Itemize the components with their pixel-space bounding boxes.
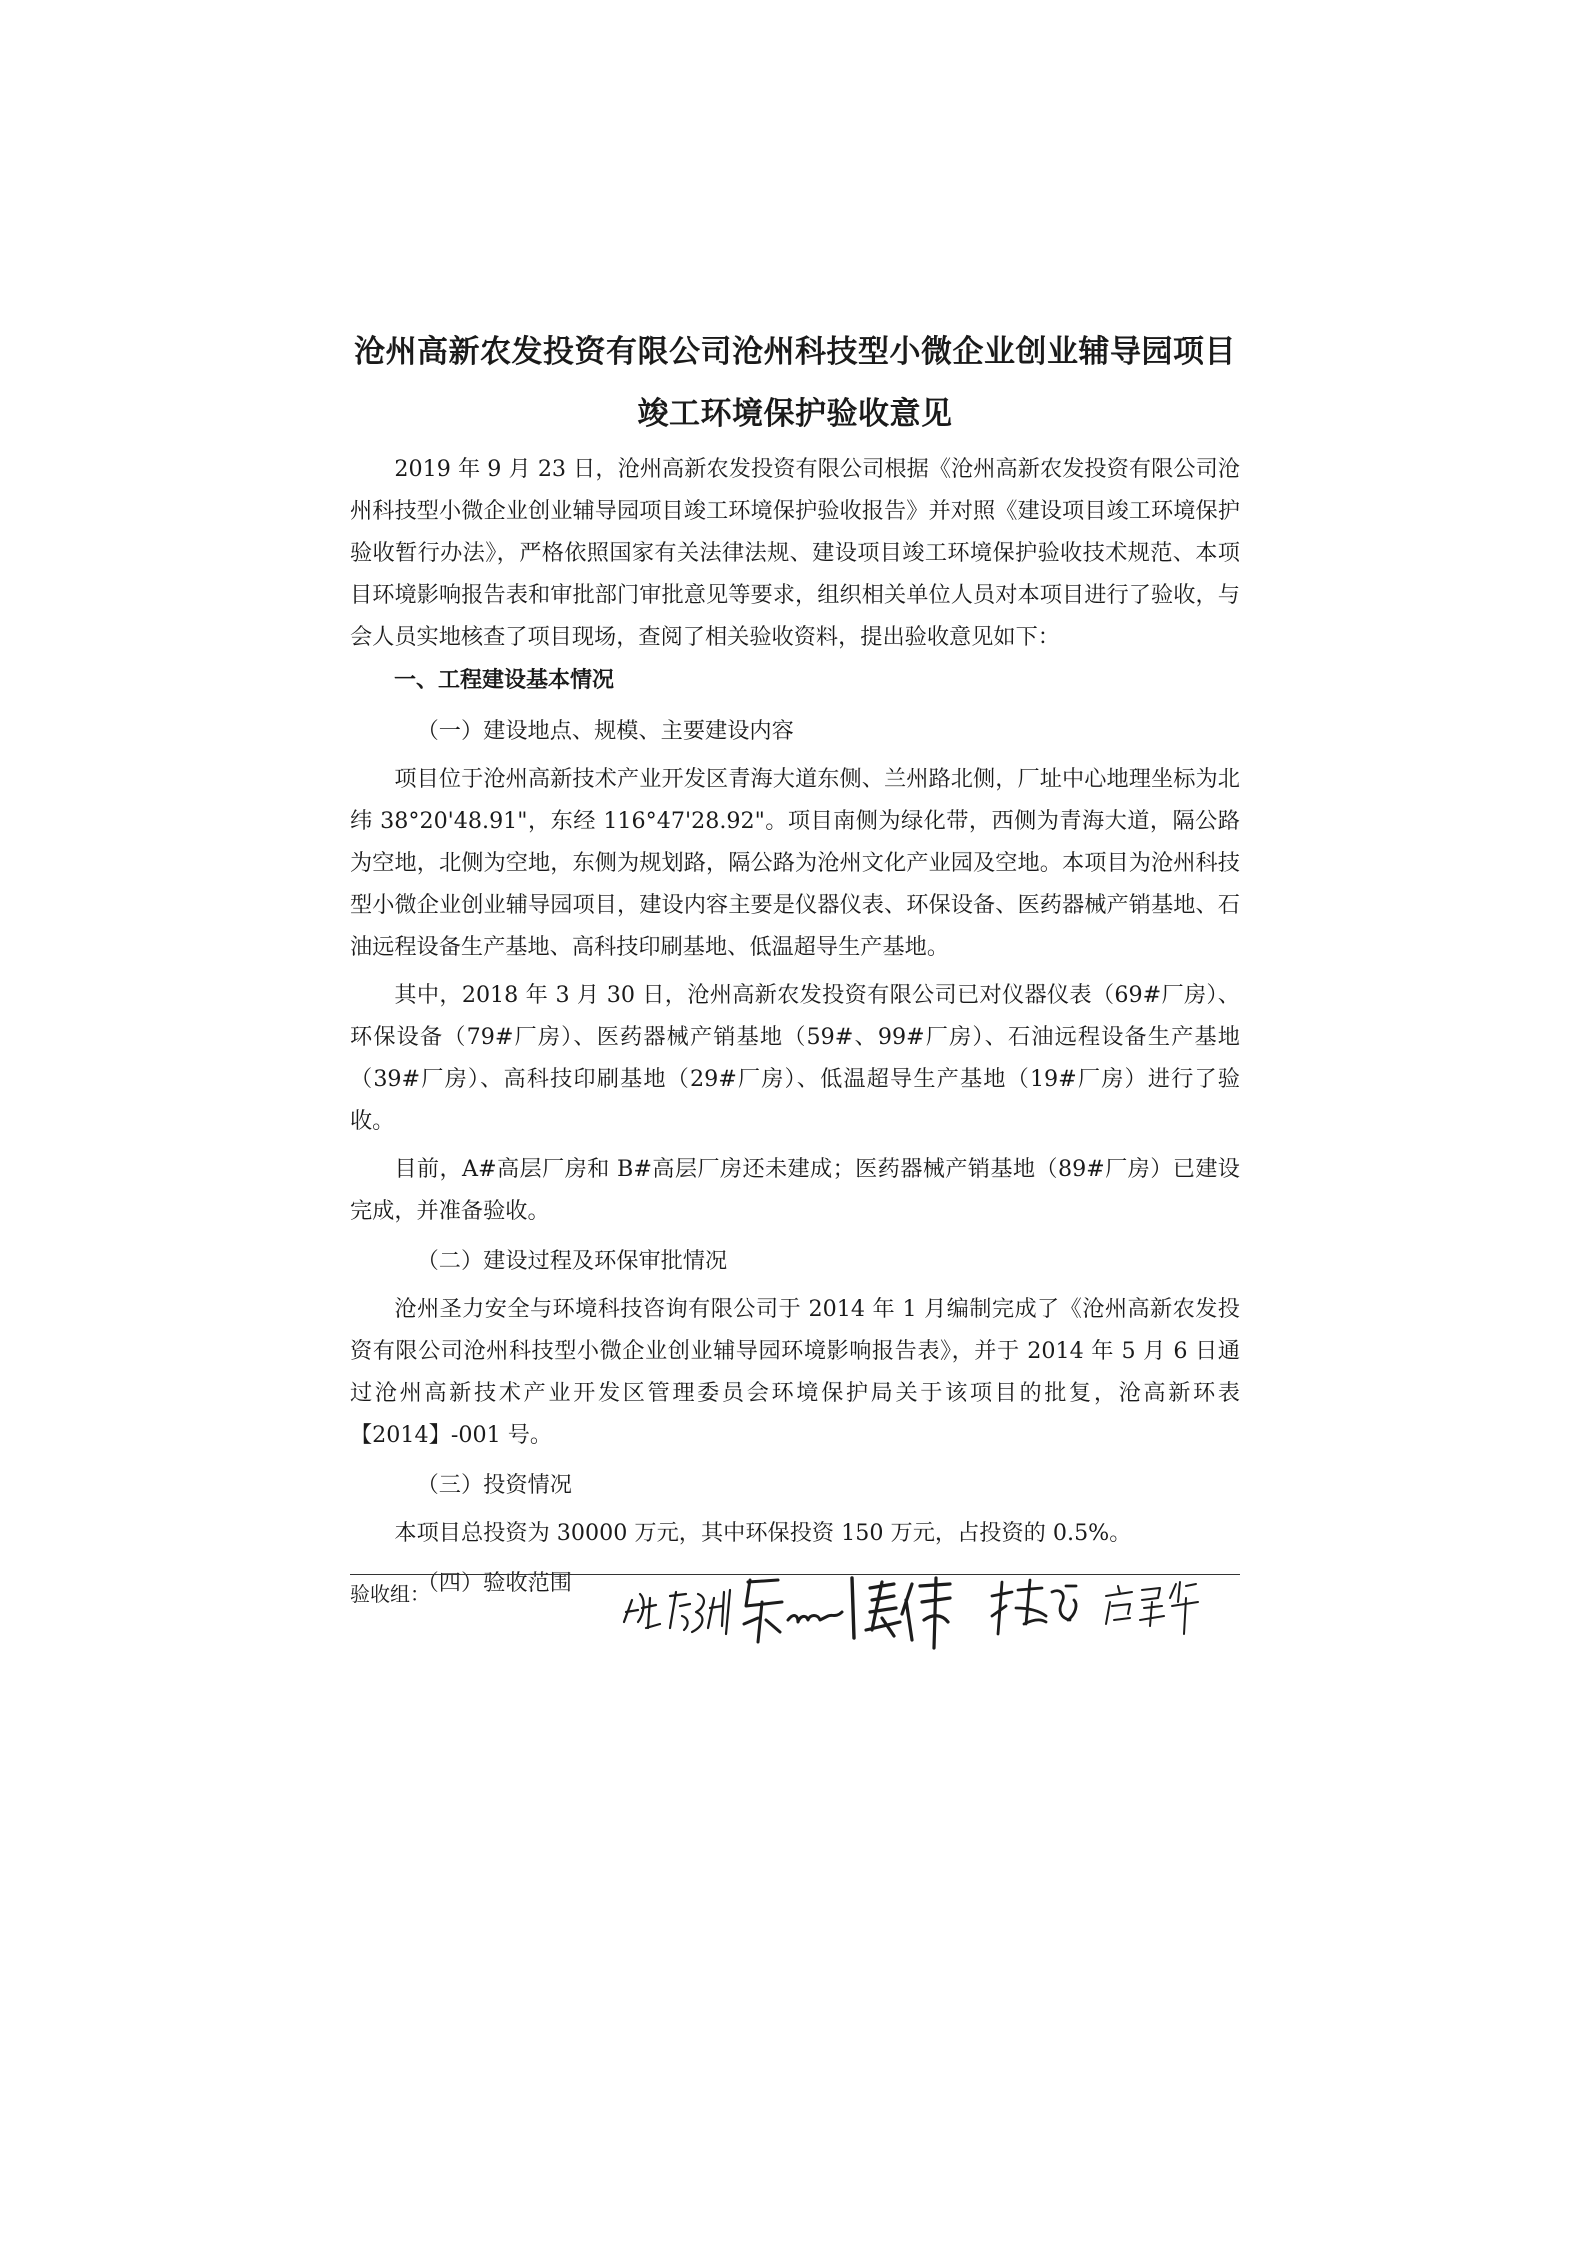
prior-acceptance-paragraph: 其中，2018 年 3 月 30 日，沧州高新农发投资有限公司已对仪器仪表（69#厂房）、环保设备（79#厂房）、医药器械产销基地（59#、99#厂房）、石油远程设备生产基地（39#厂房）、高科技印刷基地（29#厂房）、低温超导生产基地（19#厂房）进行了验收。 (350, 982, 1240, 1134)
document-title-line2: 竣工环境保护验收意见 (637, 396, 953, 432)
signature-4 (992, 1580, 1076, 1634)
acceptance-group-label: 验收组： (350, 1582, 430, 1606)
current-status-paragraph: 目前，A#高层厂房和 B#高层厂房还未建成；医药器械产销基地（89#厂房）已建设完成，并准备验收。 (350, 1156, 1240, 1224)
investment-paragraph: 本项目总投资为 30000 万元，其中环保投资 150 万元，占投资的 0.5%。 (394, 1520, 1132, 1546)
section1-heading: 一、工程建设基本情况 (394, 668, 615, 693)
document-body (350, 448, 1240, 1604)
signature-2 (744, 1578, 854, 1642)
subsection2-heading: （二）建设过程及环保审批情况 (416, 1248, 728, 1274)
approval-paragraph: 沧州圣力安全与环境科技咨询有限公司于 2014 年 1 月编制完成了《沧州高新农发投资有限公司沧州科技型小微企业创业辅导园环境影响报告表》，并于 2014 年 5 月 6 日通过沧州高新技术产业开发区管理委员会环境保护局关于该项目的批复，沧高新环表【2014】-001 号。 (350, 1296, 1240, 1448)
signatures-handwritten (620, 1572, 1270, 1682)
subsection3-heading: （三）投资情况 (416, 1472, 572, 1498)
signature-5 (1106, 1582, 1198, 1634)
signature-1 (624, 1590, 730, 1634)
intro-paragraph: 2019 年 9 月 23 日，沧州高新农发投资有限公司根据《沧州高新农发投资有限公司沧州科技型小微企业创业辅导园项目竣工环境保护验收报告》并对照《建设项目竣工环境保护验收暂行办法》，严格依照国家有关法律法规、建设项目竣工环境保护验收技术规范、本项目环境影响报告表和审批部门审批意见等要求，组织相关单位人员对本项目进行了验收，与会人员实地核查了项目现场，查阅了相关验收资料，提出验收意见如下： (350, 456, 1240, 650)
document-title-line1: 沧州高新农发投资有限公司沧州科技型小微企业创业辅导园项目 (354, 334, 1236, 370)
signature-3 (866, 1578, 950, 1648)
subsection4-heading: （四）验收范围 (416, 1570, 572, 1596)
location-paragraph: 项目位于沧州高新技术产业开发区青海大道东侧、兰州路北侧，厂址中心地理坐标为北纬 38°20'48.91"，东经 116°47'28.92"。项目南侧为绿化带，西侧为青海大道，隔公路为空地，北侧为空地，东侧为规划路，隔公路为沧州文化产业园及空地。本项目为沧州科技型小微企业创业辅导园项目，建设内容主要是仪器仪表、环保设备、医药器械产销基地、石油远程设备生产基地、高科技印刷基地、低温超导生产基地。 (350, 766, 1240, 960)
subsection1-heading: （一）建设地点、规模、主要建设内容 (416, 718, 794, 744)
